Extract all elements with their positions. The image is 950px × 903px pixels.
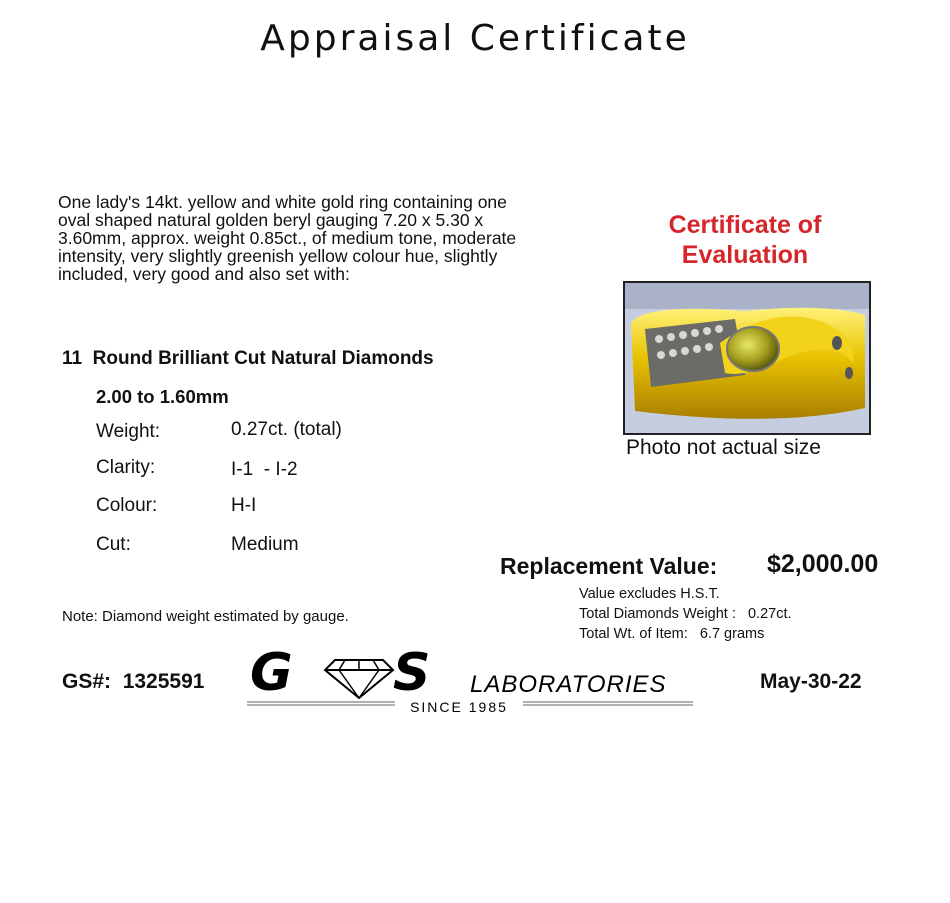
item-description (58, 193, 598, 283)
page-title: Appraisal Certificate (260, 18, 690, 59)
clarity-value: I-1 - I-2 (231, 459, 298, 480)
ring-photo (623, 281, 871, 435)
gold-ring-icon (625, 283, 869, 433)
replacement-value: $2,000.00 (767, 550, 879, 578)
logo-laboratories: LABORATORIES (470, 671, 667, 698)
certificate-heading-line: Certificate of (668, 211, 822, 239)
diamonds-weight-note: Total Diamonds Weight : 0.27ct. (579, 606, 792, 622)
gauge-note: Note: Diamond weight estimated by gauge. (62, 608, 349, 625)
diamonds-size: 2.00 to 1.60mm (96, 386, 229, 407)
gs-label: GS#: (62, 670, 112, 693)
colour-value: H-I (231, 495, 257, 516)
item-weight-note: Total Wt. of Item: 6.7 grams (579, 626, 765, 642)
clarity-label: Clarity: (96, 457, 156, 478)
weight-value: 0.27ct. (total) (231, 419, 342, 440)
logo-since: SINCE 1985 (410, 699, 508, 715)
logo-letter-g: G (250, 650, 293, 703)
diamond-icon (325, 660, 393, 698)
logo-letter-s: S (393, 650, 431, 703)
photo-caption: Photo not actual size (626, 436, 821, 459)
certificate-date: May-30-22 (760, 670, 862, 693)
value-note: Value excludes H.S.T. (579, 586, 720, 602)
description-line: oval shaped natural golden beryl gauging 7.20 x 5.30 x (58, 210, 484, 230)
description-line: 3.60mm, approx. weight 0.85ct., of medium tone, moderate (58, 228, 517, 248)
description-line: intensity, very slightly greenish yellow colour hue, slightly (58, 246, 498, 266)
cut-value: Medium (231, 534, 299, 555)
gs-laboratories-logo (245, 650, 695, 725)
replacement-value-label: Replacement Value: (500, 553, 718, 579)
weight-label: Weight: (96, 421, 161, 442)
certificate-heading-line: Evaluation (681, 241, 809, 269)
gs-value: 1325591 (122, 670, 205, 693)
colour-label: Colour: (96, 495, 158, 516)
cut-label: Cut: (96, 534, 131, 555)
certificate-heading (640, 210, 850, 270)
description-line: One lady's 14kt. yellow and white gold ring containing one (58, 192, 507, 212)
description-line: included, very good and also set with: (58, 264, 350, 284)
gs-number (62, 670, 204, 694)
diamonds-heading: 11 Round Brilliant Cut Natural Diamonds (62, 348, 434, 369)
